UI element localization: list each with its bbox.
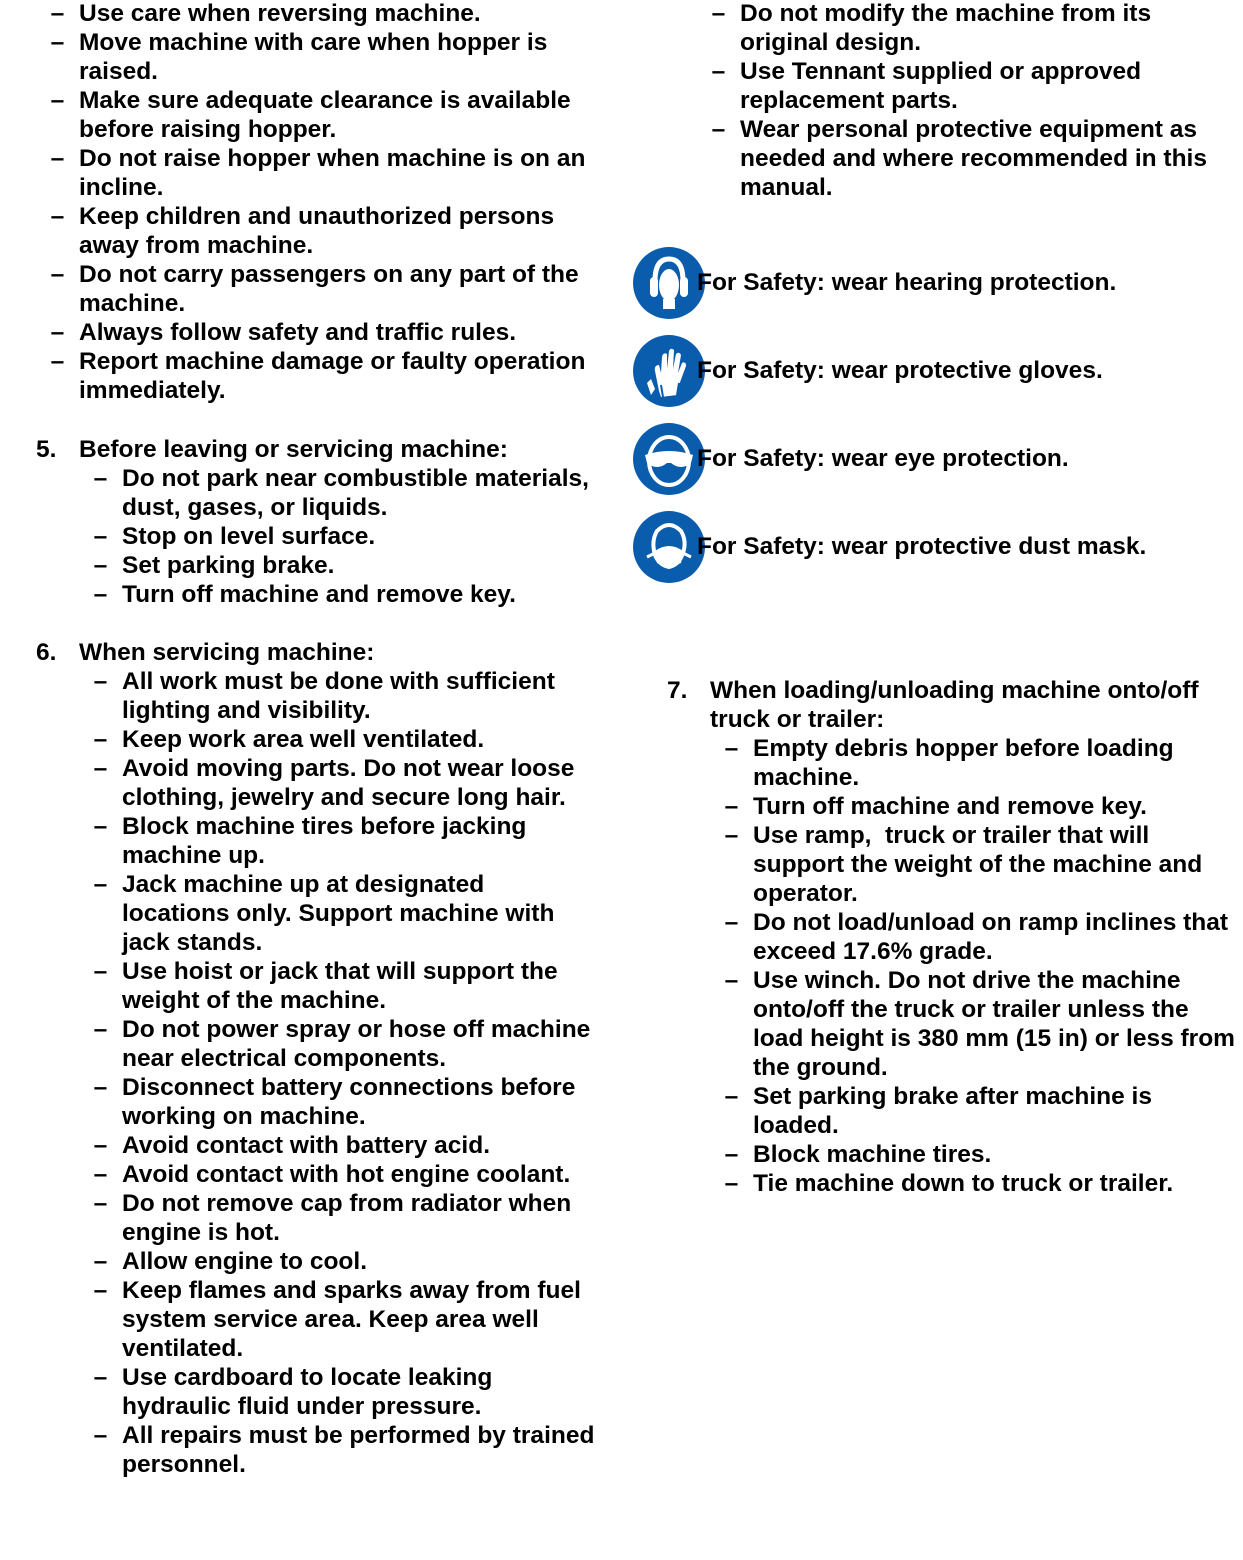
dash-bullet: –	[50, 87, 65, 114]
protective-gloves-icon	[633, 335, 705, 407]
list-item	[710, 1169, 1237, 1198]
bullet-text: Empty debris hopper before loading machine.	[753, 735, 1174, 791]
list-item	[79, 957, 596, 1015]
dash-bullet: –	[93, 552, 108, 579]
list-item	[36, 260, 596, 318]
dash-bullet: –	[93, 1016, 108, 1043]
section-6-bullets	[79, 667, 596, 1479]
bullet-text: Avoid contact with battery acid.	[122, 1132, 491, 1159]
dash-bullet: –	[724, 1170, 739, 1197]
bullet-text: Make sure adequate clearance is available before raising hopper.	[79, 87, 571, 143]
list-item	[710, 908, 1237, 966]
dash-bullet: –	[50, 203, 65, 230]
dash-bullet: –	[724, 1083, 739, 1110]
bullet-text: Use hoist or jack that will support the weight of the machine.	[122, 958, 558, 1014]
dash-bullet: –	[93, 726, 108, 753]
section-6	[36, 638, 596, 1479]
list-item	[36, 144, 596, 202]
section-7	[667, 676, 1237, 1198]
list-item	[79, 754, 596, 812]
bullet-text: Wear personal protective equipment as needed and where recommended in this manual.	[740, 116, 1207, 201]
dash-bullet: –	[93, 668, 108, 695]
list-item	[710, 821, 1237, 908]
list-item	[79, 1015, 596, 1073]
bullet-text: Block machine tires before jacking machine up.	[122, 813, 527, 869]
symbol-caption: For Safety: wear hearing protection.	[697, 269, 1117, 296]
dash-bullet: –	[724, 967, 739, 994]
symbol-caption: For Safety: wear eye protection.	[697, 445, 1069, 472]
bullet-text: All repairs must be performed by trained personnel.	[122, 1422, 595, 1478]
dash-bullet: –	[50, 348, 65, 375]
section-heading	[36, 638, 596, 667]
list-item	[710, 966, 1237, 1082]
bullet-text: Keep children and unauthorized persons away from machine.	[79, 203, 555, 259]
section-heading	[36, 435, 596, 464]
dash-bullet: –	[93, 465, 108, 492]
safety-symbols	[697, 247, 1237, 583]
dash-bullet: –	[50, 319, 65, 346]
list-item	[36, 28, 596, 86]
bullet-text: Do not park near combustible materials, dust, gases, or liquids.	[122, 465, 589, 521]
list-item	[79, 1247, 596, 1276]
dash-bullet: –	[93, 813, 108, 840]
bullet-text: Do not carry passengers on any part of the machine.	[79, 261, 579, 317]
symbol-caption: For Safety: wear protective dust mask.	[697, 533, 1147, 560]
dash-bullet: –	[93, 523, 108, 550]
bullet-text: Avoid contact with hot engine coolant.	[122, 1161, 571, 1188]
list-item	[79, 464, 596, 522]
bullet-text: Move machine with care when hopper is raised.	[79, 29, 548, 85]
list-item	[36, 86, 596, 144]
dash-bullet: –	[93, 1132, 108, 1159]
list-item	[79, 551, 596, 580]
bullet-text: Do not load/unload on ramp inclines that exceed 17.6% grade.	[753, 909, 1229, 965]
list-item	[79, 725, 596, 754]
dust-mask-icon	[633, 511, 705, 583]
list-item	[697, 57, 1237, 115]
bullet-text: Report machine damage or faulty operation immediately.	[79, 348, 586, 404]
dash-bullet: –	[93, 1074, 108, 1101]
bullet-text: Do not raise hopper when machine is on an incline.	[79, 145, 586, 201]
bullet-text: Stop on level surface.	[122, 523, 376, 550]
dash-bullet: –	[93, 1364, 108, 1391]
dash-bullet: –	[93, 1248, 108, 1275]
section-title: Before leaving or servicing machine:	[79, 436, 508, 463]
safety-symbol-row	[697, 423, 1237, 495]
list-item	[36, 0, 596, 28]
bullet-text: Use care when reversing machine.	[79, 0, 481, 27]
section-title: When loading/unloading machine onto/off truck or trailer:	[710, 677, 1199, 733]
list-item	[710, 792, 1237, 821]
eye-protection-icon	[633, 423, 705, 495]
bullet-text: Keep flames and sparks away from fuel system service area. Keep area well ventilated.	[122, 1277, 581, 1362]
list-item	[710, 1082, 1237, 1140]
bullet-text: Avoid moving parts. Do not wear loose clothing, jewelry and secure long hair.	[122, 755, 575, 811]
symbol-caption: For Safety: wear protective gloves.	[697, 357, 1103, 384]
left-column	[36, 0, 596, 1479]
dash-bullet: –	[50, 0, 65, 27]
list-item	[79, 812, 596, 870]
dash-bullet: –	[724, 735, 739, 762]
section-number: 7.	[667, 677, 688, 704]
dash-bullet: –	[93, 958, 108, 985]
list-item	[79, 580, 596, 609]
dash-bullet: –	[93, 1422, 108, 1449]
dash-bullet: –	[711, 0, 726, 27]
dash-bullet: –	[50, 145, 65, 172]
dash-bullet: –	[724, 793, 739, 820]
list-item	[79, 1363, 596, 1421]
bullet-text: Always follow safety and traffic rules.	[79, 319, 517, 346]
dash-bullet: –	[93, 1277, 108, 1304]
list-item	[79, 667, 596, 725]
list-item	[710, 734, 1237, 792]
list-item	[36, 202, 596, 260]
bullet-text: Use Tennant supplied or approved replacement parts.	[740, 58, 1142, 114]
bullet-text: Turn off machine and remove key.	[122, 581, 516, 608]
bullet-text: Use cardboard to locate leaking hydraulic fluid under pressure.	[122, 1364, 493, 1420]
section-heading	[667, 676, 1237, 734]
dash-bullet: –	[711, 58, 726, 85]
bullet-text: Set parking brake.	[122, 552, 335, 579]
section-5-bullets	[79, 464, 596, 609]
list-item	[36, 318, 596, 347]
dash-bullet: –	[93, 871, 108, 898]
bullet-text: Jack machine up at designated locations only. Support machine with jack stands.	[122, 871, 555, 956]
safety-symbol-row	[697, 335, 1237, 407]
list-item	[36, 347, 596, 405]
intro-bullet-list-left	[36, 0, 596, 405]
hearing-protection-icon	[633, 247, 705, 319]
section-number: 6.	[36, 639, 57, 666]
list-item	[79, 1421, 596, 1479]
dash-bullet: –	[93, 1190, 108, 1217]
list-item	[79, 1073, 596, 1131]
dash-bullet: –	[724, 1141, 739, 1168]
bullet-text: All work must be done with sufficient lighting and visibility.	[122, 668, 555, 724]
dash-bullet: –	[724, 909, 739, 936]
list-item	[79, 1131, 596, 1160]
list-item	[79, 1189, 596, 1247]
section-7-bullets	[710, 734, 1237, 1198]
bullet-text: Tie machine down to truck or trailer.	[753, 1170, 1174, 1197]
right-column	[667, 0, 1237, 1198]
dash-bullet: –	[93, 1161, 108, 1188]
intro-bullet-list-right	[697, 0, 1237, 202]
bullet-text: Do not power spray or hose off machine near electrical components.	[122, 1016, 591, 1072]
safety-symbol-row	[697, 511, 1237, 583]
list-item	[710, 1140, 1237, 1169]
bullet-text: Do not modify the machine from its original design.	[740, 0, 1152, 56]
safety-symbol-row	[697, 247, 1237, 319]
list-item	[79, 1276, 596, 1363]
dash-bullet: –	[50, 261, 65, 288]
dash-bullet: –	[711, 116, 726, 143]
bullet-text: Use ramp, truck or trailer that will support the weight of the machine and operator.	[753, 822, 1209, 907]
dash-bullet: –	[93, 755, 108, 782]
bullet-text: Do not remove cap from radiator when engine is hot.	[122, 1190, 572, 1246]
dash-bullet: –	[724, 822, 739, 849]
section-number: 5.	[36, 436, 57, 463]
bullet-text: Block machine tires.	[753, 1141, 992, 1168]
bullet-text: Disconnect battery connections before working on machine.	[122, 1074, 576, 1130]
bullet-text: Turn off machine and remove key.	[753, 793, 1147, 820]
bullet-text: Set parking brake after machine is loaded.	[753, 1083, 1152, 1139]
bullet-text: Keep work area well ventilated.	[122, 726, 485, 753]
list-item	[79, 1160, 596, 1189]
list-item	[697, 0, 1237, 57]
dash-bullet: –	[93, 581, 108, 608]
list-item	[79, 870, 596, 957]
dash-bullet: –	[50, 29, 65, 56]
list-item	[79, 522, 596, 551]
list-item	[697, 115, 1237, 202]
section-title: When servicing machine:	[79, 639, 375, 666]
section-5	[36, 435, 596, 609]
bullet-text: Use winch. Do not drive the machine onto/off the truck or trailer unless the load height is 380 mm (15 in) or less from the ground.	[753, 967, 1235, 1081]
bullet-text: Allow engine to cool.	[122, 1248, 367, 1275]
